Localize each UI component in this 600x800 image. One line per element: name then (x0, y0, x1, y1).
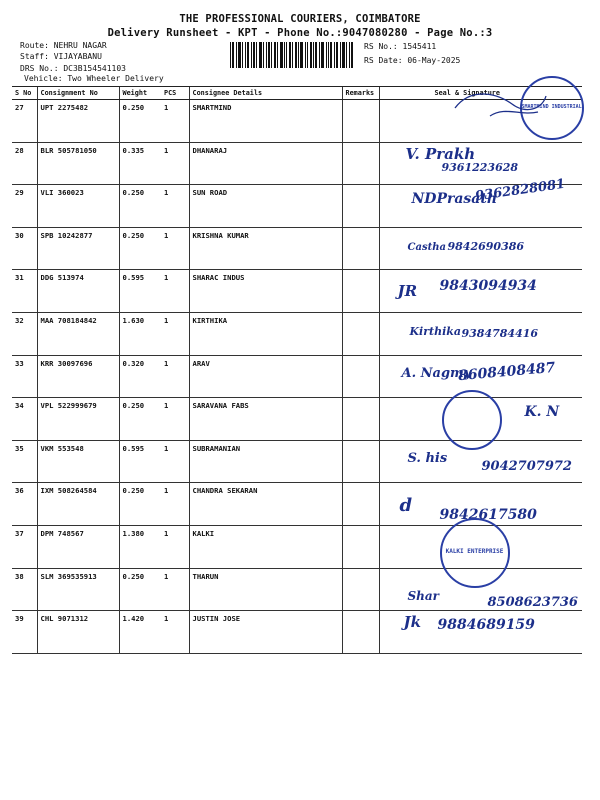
cell-consignment: VLI 360023 (37, 185, 119, 228)
col-pcs: PCS (161, 87, 189, 100)
cell-consignment: VKM 553548 (37, 440, 119, 483)
cell-sno: 34 (12, 398, 37, 441)
cell-pcs: 1 (161, 568, 189, 611)
col-weight: Weight (119, 87, 161, 100)
barcode-bar (300, 42, 303, 68)
table-row (12, 568, 582, 611)
barcode-bar (256, 42, 257, 68)
cell-consignment: MAA 708184842 (37, 312, 119, 355)
barcode-bar (295, 42, 297, 68)
drs-label: DRS No.: DC3B154541103 (20, 64, 126, 73)
cell-weight: 0.335 (119, 142, 161, 185)
cell-pcs: 1 (161, 270, 189, 313)
runsheet-table (12, 86, 582, 654)
barcode-bar (340, 42, 341, 68)
cell-sno: 35 (12, 440, 37, 483)
table-row (12, 525, 582, 568)
table-row (12, 185, 582, 228)
cell-consignment: UPT 2275482 (37, 100, 119, 143)
cell-remarks (342, 483, 379, 526)
cell-sno: 30 (12, 227, 37, 270)
cell-consignment: SPB 10242877 (37, 227, 119, 270)
cell-consignee: SARAVANA FABS (189, 398, 342, 441)
staff-label: Staff: VIJAYABANU (20, 52, 102, 61)
runsheet-subtitle: Delivery Runsheet - KPT - Phone No.:9047080280 - Page No.:3 (107, 27, 493, 39)
cell-sno: 37 (12, 525, 37, 568)
cell-remarks (342, 270, 379, 313)
cell-weight: 0.250 (119, 568, 161, 611)
cell-sno: 38 (12, 568, 37, 611)
table-row (12, 100, 582, 143)
cell-sno: 28 (12, 142, 37, 185)
table-row (12, 142, 582, 185)
cell-weight: 0.250 (119, 227, 161, 270)
cell-weight: 1.420 (119, 611, 161, 654)
cell-remarks (342, 440, 379, 483)
cell-signature (379, 398, 582, 441)
kalki-enterprise-stamp: KALKI ENTERPRISE (440, 518, 510, 588)
signature-phone: 9042707972 (481, 458, 572, 474)
cell-pcs: 1 (161, 483, 189, 526)
signature-name: A. Nagmy (401, 365, 472, 381)
barcode-bar (346, 42, 347, 68)
cell-pcs: 1 (161, 142, 189, 185)
barcode-bar (268, 42, 270, 68)
cell-signature (379, 270, 582, 313)
signature-phone: 8608408487 (456, 359, 556, 384)
cell-pcs: 1 (161, 611, 189, 654)
barcode-bar (251, 42, 252, 68)
cell-consignee: SUBRAMANIAN (189, 440, 342, 483)
barcode-bar (266, 42, 267, 68)
cell-consignment: DPM 748567 (37, 525, 119, 568)
table-row (12, 355, 582, 398)
cell-weight: 0.595 (119, 270, 161, 313)
cell-consignment: SLM 369535913 (37, 568, 119, 611)
cell-weight: 0.250 (119, 483, 161, 526)
barcode (230, 42, 354, 68)
table-row (12, 270, 582, 313)
barcode-bar (315, 42, 317, 68)
col-consignment: Consignment No (37, 87, 119, 100)
cell-consignee: THARUN (189, 568, 342, 611)
barcode-bar (274, 42, 276, 68)
cell-consignee: SHARAC INDUS (189, 270, 342, 313)
signature-phone: 9361223628 (441, 160, 519, 174)
cell-remarks (342, 525, 379, 568)
cell-consignee: SMARTMIND (189, 100, 342, 143)
table-row (12, 611, 582, 654)
signature-name: NDPrasath (411, 191, 498, 208)
cell-consignee: CHANDRA SEKARAN (189, 483, 342, 526)
cell-consignee: JUSTIN JOSE (189, 611, 342, 654)
cell-pcs: 1 (161, 398, 189, 441)
cell-remarks (342, 611, 379, 654)
cell-remarks (342, 568, 379, 611)
cell-consignee: KALKI (189, 525, 342, 568)
signature-name: d (399, 495, 413, 517)
cell-signature (379, 100, 582, 143)
cell-signature (379, 312, 582, 355)
barcode-bar (263, 42, 264, 68)
table-row (12, 227, 582, 270)
vehicle-label: Vehicle: Two Wheeler Delivery (24, 74, 164, 83)
cell-signature (379, 227, 582, 270)
barcode-bar (245, 42, 246, 68)
cell-pcs: 1 (161, 355, 189, 398)
signature-phone: 9842617580 (439, 507, 537, 524)
signature-phone: 9843094934 (439, 278, 537, 295)
cell-consignment: CHL 9071312 (37, 611, 119, 654)
col-signature: Seal & Signature (379, 87, 582, 100)
cell-consignment: VPL 522999679 (37, 398, 119, 441)
col-consignee: Consignee Details (189, 87, 342, 100)
cell-weight: 0.250 (119, 398, 161, 441)
cell-consignee: ARAV (189, 355, 342, 398)
barcode-bar (349, 42, 350, 68)
signature-phone: 9362828081 (473, 176, 566, 205)
barcode-bar (298, 42, 299, 68)
barcode-bar (336, 42, 338, 68)
barcode-bar (342, 42, 345, 68)
cell-remarks (342, 100, 379, 143)
barcode-bar (247, 42, 249, 68)
cell-consignee: SUN ROAD (189, 185, 342, 228)
cell-consignment: KRR 30097696 (37, 355, 119, 398)
signature-phone: 9884689159 (437, 617, 535, 634)
cell-pcs: 1 (161, 525, 189, 568)
barcode-bar (236, 42, 237, 68)
cell-consignee: DHANARAJ (189, 142, 342, 185)
cell-consignee: KRISHNA KUMAR (189, 227, 342, 270)
barcode-bar (284, 42, 285, 68)
signature-phone: 9384784416 (461, 326, 539, 340)
barcode-bar (242, 42, 243, 68)
cell-consignee: KIRTHIKA (189, 312, 342, 355)
barcode-bar (313, 42, 314, 68)
barcode-bar (319, 42, 320, 68)
rs-date: RS Date: 06-May-2025 (364, 56, 461, 65)
signature-name: Shar (407, 588, 439, 603)
signature-name: Kirthika (409, 324, 462, 338)
barcode-bar (334, 42, 335, 68)
barcode-bar (289, 42, 291, 68)
cell-signature (379, 611, 582, 654)
cell-pcs: 1 (161, 100, 189, 143)
cell-remarks (342, 312, 379, 355)
cell-weight: 1.630 (119, 312, 161, 355)
barcode-bar (321, 42, 324, 68)
barcode-bar (253, 42, 255, 68)
barcode-bar (277, 42, 278, 68)
cell-signature (379, 568, 582, 611)
rs-number: RS No.: 1545411 (364, 42, 437, 51)
barcode-bar (259, 42, 262, 68)
barcode-bar (230, 42, 231, 68)
cell-signature (379, 440, 582, 483)
company-title: THE PROFESSIONAL COURIERS, COIMBATORE (179, 13, 421, 25)
cell-remarks (342, 398, 379, 441)
cell-pcs: 1 (161, 227, 189, 270)
table-row (12, 440, 582, 483)
col-remarks: Remarks (342, 87, 379, 100)
cell-signature (379, 176, 582, 228)
cell-weight: 0.320 (119, 355, 161, 398)
signature-phone: 9842690386 (447, 239, 525, 253)
cell-remarks (342, 227, 379, 270)
cell-remarks (342, 142, 379, 185)
barcode-bar (232, 42, 234, 68)
cell-pcs: 1 (161, 185, 189, 228)
cell-pcs: 1 (161, 440, 189, 483)
barcode-bar (280, 42, 283, 68)
cell-sno: 36 (12, 483, 37, 526)
cell-sno: 33 (12, 355, 37, 398)
barcode-bar (271, 42, 272, 68)
cell-pcs: 1 (161, 312, 189, 355)
barcode-bar (351, 42, 353, 68)
cell-weight: 0.250 (119, 100, 161, 143)
barcode-bar (238, 42, 241, 68)
barcode-bar (286, 42, 287, 68)
cell-remarks (342, 355, 379, 398)
cell-sno: 29 (12, 185, 37, 228)
table-row (12, 312, 582, 355)
signature-phone: 8508623736 (487, 594, 578, 610)
barcode-bar (305, 42, 306, 68)
cell-sno: 39 (12, 611, 37, 654)
barcode-bar (307, 42, 308, 68)
signature-name: Castha (407, 241, 446, 253)
cell-signature (379, 525, 582, 568)
signature-name: K. N (524, 404, 560, 421)
signature-name: Jk (403, 613, 421, 632)
barcode-bar (326, 42, 327, 68)
signature-name: S. his (407, 450, 448, 466)
col-sno: S No (12, 87, 37, 100)
cell-consignment: DDG 513974 (37, 270, 119, 313)
cell-weight: 0.595 (119, 440, 161, 483)
barcode-bar (330, 42, 332, 68)
cell-sno: 27 (12, 100, 37, 143)
cell-weight: 1.380 (119, 525, 161, 568)
smartmind-stamp: SMARTMIND INDUSTRIAL (520, 76, 584, 140)
cell-sno: 31 (12, 270, 37, 313)
cell-consignment: BLR 505781050 (37, 142, 119, 185)
table-row (12, 483, 582, 526)
cell-remarks (342, 185, 379, 228)
signature-name: V. Prakh (405, 144, 476, 163)
table-row (12, 398, 582, 441)
barcode-bar (328, 42, 329, 68)
signature-scribble (450, 86, 550, 132)
cell-consignment: IXM 508264584 (37, 483, 119, 526)
barcode-bar (310, 42, 312, 68)
barcode-bar (292, 42, 293, 68)
signature-name: JR (397, 282, 418, 301)
cell-weight: 0.250 (119, 185, 161, 228)
route-label: Route: NEHRU NAGAR (20, 41, 107, 50)
cell-sno: 32 (12, 312, 37, 355)
